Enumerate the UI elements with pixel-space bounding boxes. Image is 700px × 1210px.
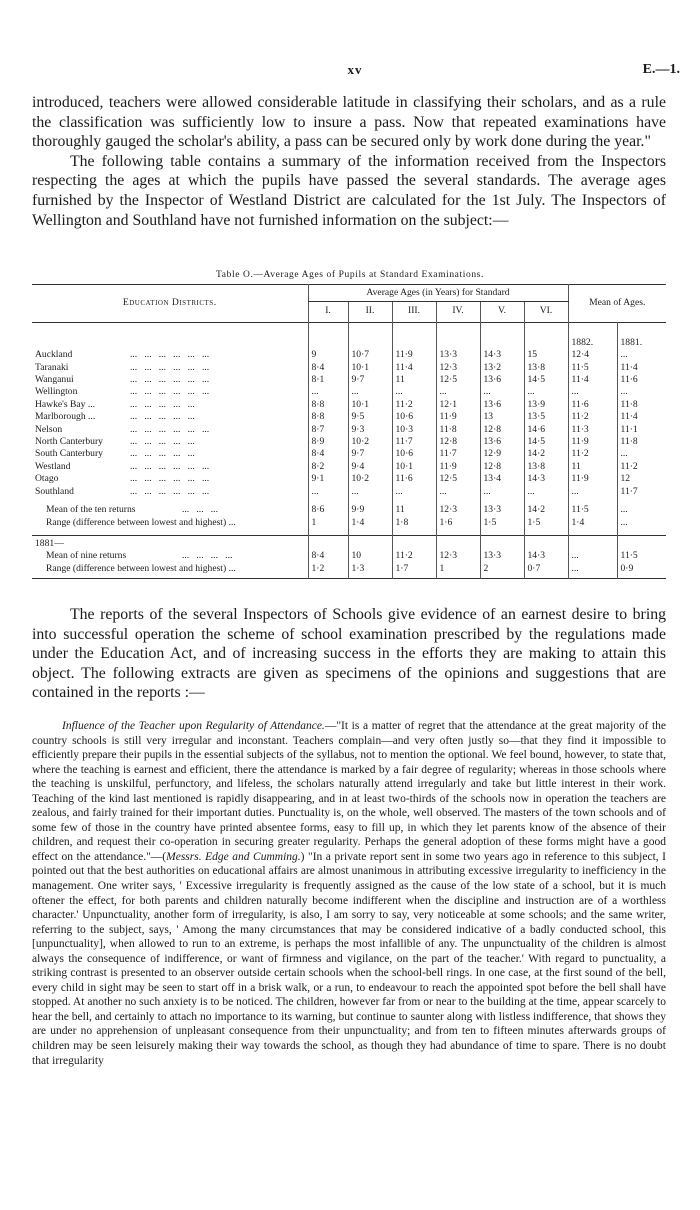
inspector-extract [32, 719, 666, 1068]
value-cell: 13·8 [524, 461, 568, 473]
district-label: Wellington [35, 386, 78, 398]
value-cell: 1·5 [480, 517, 524, 529]
table-row [32, 473, 666, 485]
value-cell: 11·3 [568, 424, 617, 436]
district-name [32, 486, 308, 498]
district-name [32, 349, 308, 361]
value-cell: ... [348, 486, 392, 498]
value-cell: 11·4 [617, 362, 666, 374]
value-cell: 12·8 [436, 436, 480, 448]
value-cell: 13·5 [524, 411, 568, 423]
value-cell: 1·3 [348, 563, 392, 579]
leader-dots: ... ... ... ... ... [130, 436, 195, 448]
range-1881-row [32, 563, 666, 579]
value-cell: ... [617, 448, 666, 460]
value-cell: 2 [480, 563, 524, 579]
header-mean: Mean of Ages. [568, 285, 666, 323]
value-cell: 14·2 [524, 504, 568, 516]
mean-ten-returns-row-text: Mean of the ten returns [46, 504, 136, 516]
district-name [32, 436, 308, 448]
value-cell: 10·1 [348, 399, 392, 411]
district-name [32, 362, 308, 374]
value-cell: 10·2 [348, 473, 392, 485]
value-cell: 11·2 [617, 461, 666, 473]
value-cell: 11·2 [568, 411, 617, 423]
value-cell: 12·4 [568, 349, 617, 361]
value-cell: 9 [308, 349, 348, 361]
value-cell: 11·4 [617, 411, 666, 423]
table-row [32, 349, 666, 361]
value-cell: ... [524, 486, 568, 498]
intro-paragraphs [32, 93, 666, 230]
value-cell: 12·3 [436, 504, 480, 516]
district-label: Marlborough ... [35, 411, 96, 423]
value-cell: 1·2 [308, 563, 348, 579]
value-cell: ... [568, 386, 617, 398]
value-cell: 13·3 [480, 550, 524, 562]
district-label: Auckland [35, 349, 73, 361]
value-cell: 1·6 [436, 517, 480, 529]
district-label: Wanganui [35, 374, 74, 386]
value-cell: 10 [348, 550, 392, 562]
value-cell: 12·5 [436, 473, 480, 485]
district-name [32, 448, 308, 460]
value-cell: 11 [568, 461, 617, 473]
header-standard-5: V. [480, 302, 524, 322]
value-cell: 10·2 [348, 436, 392, 448]
district-name [32, 374, 308, 386]
leader-dots: ... ... ... ... ... [130, 448, 195, 460]
range-1882-row-text: Range (difference between lowest and highest) ... [46, 516, 236, 528]
value-cell: 1·5 [524, 517, 568, 529]
value-cell: ... [617, 349, 666, 361]
value-cell: 13·3 [480, 504, 524, 516]
value-cell: 13·2 [480, 362, 524, 374]
header-standard-1: I. [308, 302, 348, 322]
value-cell: 11·6 [392, 473, 436, 485]
value-cell: 8·6 [308, 504, 348, 516]
value-cell: 14·6 [524, 424, 568, 436]
value-cell: ... [617, 517, 666, 529]
value-cell: 11·7 [392, 436, 436, 448]
district-label: South Canterbury [35, 448, 103, 460]
value-cell: ... [436, 486, 480, 498]
value-cell: ... [480, 386, 524, 398]
value-cell: 9·7 [348, 374, 392, 386]
value-cell: ... [348, 386, 392, 398]
leader-dots: ... ... ... ... ... ... [130, 349, 210, 361]
table-intro-paragraph: The following table contains a summary of the information received from the Inspectors respecting the ages at which the pupils have passed the several standards. The average ages furnished by the Inspector of Westland District are calculated for the 1st July. The Inspectors of Wellington and Southland have not furnished information on the subject:— [32, 152, 666, 229]
district-name [32, 386, 308, 398]
value-cell: ... [392, 386, 436, 398]
district-name [32, 461, 308, 473]
table-title: Table O.—Average Ages of Pupils at Standard Examinations. [216, 270, 484, 280]
value-cell: 11·4 [568, 374, 617, 386]
year-1881-label: 1881— [35, 537, 64, 549]
value-cell: 11·8 [617, 436, 666, 448]
value-cell: 14·5 [524, 374, 568, 386]
table-row [32, 411, 666, 423]
value-cell: 14·3 [524, 550, 568, 562]
district-label: Southland [35, 485, 74, 497]
value-cell: 12·8 [480, 461, 524, 473]
value-cell: ... [568, 563, 617, 579]
average-ages-table [32, 284, 666, 579]
value-cell: 13·6 [480, 399, 524, 411]
value-cell: 12·3 [436, 362, 480, 374]
value-cell: 11·2 [392, 550, 436, 562]
value-cell: 10·6 [392, 448, 436, 460]
value-cell: 14·3 [524, 473, 568, 485]
header-standard-6: VI. [524, 302, 568, 322]
value-cell: ... [617, 504, 666, 516]
value-cell: 0·7 [524, 563, 568, 579]
extract-body-part2: ) "In a private report sent in some two years ago in reference to this subject, I pointed out that the best authorities on educational affairs are almost unanimous in attributing excessive irregularity to inefficiency in the management. One writer says, ' Excessive irregularity is frequently assigned as the cause of the low state of a school, but it is much oftener the effect, for both parents and children naturally become indifferent when the discipline and instruction are of a worthless character.' Unpunctuality, another form of irregularity, is also, I am sorry to say, very noticeable at some schools; and the same writer, referring to the subject, says, ' Among the many circumstances that may be considered indicative of a badly conducted school, this [unpunctuality], when allowed to run to an extreme, is perhaps the most infallible of any. The unpunctuality of the children is almost always the consequence of indifference, or want of firmness and vigilance, on the part of the teacher.' With regard to punctuality, a striking contrast is presented to an observer outside certain schools when the school-bell rings. In one case, at the first sound of the bell, every child in sight may be seen to start off in a brisk walk, or a run, to endeavour to reach the appointed spot before the bell shall have stopped. At another no such anxiety is to be noticed. The children, however far from or near to the building at the time, appear scarcely to hear the bell, and certainly to attach no importance to its warning, but continue to saunter along with listless indifference, that shows they are under no apprehension of unpleasant consequence from their unpunctuality; and from ten to fifteen minutes afterwards groups of children may be seen leisurely making their way towards the school, as though they had abundance of time to spare. There is no doubt that irregularity [32, 850, 666, 1067]
value-cell: 11·5 [568, 504, 617, 516]
value-cell: 1·4 [348, 517, 392, 529]
district-label: Taranaki [35, 361, 69, 373]
district-label: North Canterbury [35, 436, 103, 448]
value-cell: 11·9 [568, 473, 617, 485]
district-label: Westland [35, 460, 71, 472]
value-cell: 10·3 [392, 424, 436, 436]
value-cell: 1 [436, 563, 480, 579]
value-cell: 1·4 [568, 517, 617, 529]
value-cell: 9·4 [348, 461, 392, 473]
value-cell: ... [308, 486, 348, 498]
range-1881-row-label [32, 563, 308, 579]
leader-dots: ... ... ... ... ... ... [130, 423, 210, 435]
year-1881-header: 1881. [617, 322, 666, 349]
value-cell: 11·8 [436, 424, 480, 436]
range-1881-row-text: Range (difference between lowest and highest) ... [46, 562, 236, 574]
value-cell: 11 [392, 374, 436, 386]
district-label: Otago [35, 473, 59, 485]
value-cell: 14·3 [480, 349, 524, 361]
value-cell: 10·1 [348, 362, 392, 374]
value-cell: 12·8 [480, 424, 524, 436]
range-1882-row-label [32, 517, 308, 529]
value-cell: 13·6 [480, 374, 524, 386]
value-cell: 8·8 [308, 411, 348, 423]
table-row [32, 486, 666, 498]
value-cell: ... [524, 386, 568, 398]
value-cell: 1·8 [392, 517, 436, 529]
leader-dots: ... ... ... ... ... ... [130, 460, 210, 472]
value-cell: ... [617, 386, 666, 398]
value-cell: ... [568, 550, 617, 562]
value-cell: 8·4 [308, 550, 348, 562]
range-1882-row [32, 517, 666, 529]
value-cell: 12·9 [480, 448, 524, 460]
value-cell: 12·1 [436, 399, 480, 411]
value-cell: 8·4 [308, 448, 348, 460]
leader-dots: ... ... ... [182, 504, 218, 516]
leader-dots: ... ... ... ... ... ... [130, 485, 210, 497]
leader-dots: ... ... ... ... ... ... [130, 386, 210, 398]
value-cell: 13·9 [524, 399, 568, 411]
table-row [32, 386, 666, 398]
value-cell: 14·2 [524, 448, 568, 460]
value-cell: 11·9 [392, 349, 436, 361]
value-cell: ... [480, 486, 524, 498]
value-cell: 10·6 [392, 411, 436, 423]
value-cell: 1·7 [392, 563, 436, 579]
value-cell: 9·3 [348, 424, 392, 436]
value-cell: 9·7 [348, 448, 392, 460]
value-cell: ... [568, 486, 617, 498]
header-districts: Education Districts. [122, 297, 217, 309]
table-row [32, 436, 666, 448]
header-standard-4: IV. [436, 302, 480, 322]
leader-dots: ... ... ... ... [182, 550, 233, 562]
value-cell: ... [436, 386, 480, 398]
leader-dots: ... ... ... ... ... ... [130, 473, 210, 485]
value-cell: 12 [617, 473, 666, 485]
value-cell: 14·5 [524, 436, 568, 448]
value-cell: 12·3 [436, 550, 480, 562]
header-standard-3: III. [392, 302, 436, 322]
value-cell: 11·7 [617, 486, 666, 498]
value-cell: 9·1 [308, 473, 348, 485]
value-cell: 12·5 [436, 374, 480, 386]
table-row [32, 362, 666, 374]
value-cell: 8·4 [308, 362, 348, 374]
value-cell: 15 [524, 349, 568, 361]
district-name [32, 473, 308, 485]
value-cell: ... [308, 386, 348, 398]
value-cell: 8·7 [308, 424, 348, 436]
table-row [32, 448, 666, 460]
intro-continuation: introduced, teachers were allowed considerable latitude in classifying their scholars, and as a rule the classification was sufficiently low to insure a pass. Now that repeated examinations have thoroughly gauged the scholar's ability, a pass can be secured only by work done during the year." [32, 94, 666, 151]
value-cell: 11·9 [436, 461, 480, 473]
value-cell: 8·1 [308, 374, 348, 386]
mean-nine-returns-row [32, 550, 666, 562]
value-cell: 11·5 [617, 550, 666, 562]
header-standard-group: Average Ages (in Years) for Standard [308, 285, 568, 302]
value-cell: 13·8 [524, 362, 568, 374]
extract-heading: Influence of the Teacher upon Regularity of Attendance. [62, 720, 325, 732]
value-cell: ... [392, 486, 436, 498]
district-name [32, 399, 308, 411]
year-1882-header: 1882. [568, 322, 617, 349]
value-cell: 13·4 [480, 473, 524, 485]
value-cell: 11·5 [568, 362, 617, 374]
value-cell: 13·6 [480, 436, 524, 448]
value-cell: 11·2 [568, 448, 617, 460]
value-cell: 1 [308, 517, 348, 529]
value-cell: 11·6 [568, 399, 617, 411]
value-cell: 9·5 [348, 411, 392, 423]
mean-nine-returns-row-label [32, 550, 308, 562]
value-cell: 8·2 [308, 461, 348, 473]
value-cell: 11 [392, 504, 436, 516]
district-name [32, 411, 308, 423]
value-cell: 13·3 [436, 349, 480, 361]
extract-authors: Messrs. Edge and Cumming. [166, 850, 301, 863]
value-cell: 10·1 [392, 461, 436, 473]
value-cell: 11·4 [392, 362, 436, 374]
value-cell: 11·9 [568, 436, 617, 448]
header-standard-2: II. [348, 302, 392, 322]
value-cell: 8·9 [308, 436, 348, 448]
district-name [32, 424, 308, 436]
mean-ten-returns-row [32, 504, 666, 516]
value-cell: 8·8 [308, 399, 348, 411]
page-number: xv [347, 62, 363, 77]
value-cell: 11·8 [617, 399, 666, 411]
value-cell: 13 [480, 411, 524, 423]
leader-dots: ... ... ... ... ... [130, 411, 195, 423]
value-cell: 11·7 [436, 448, 480, 460]
reports-paragraph: The reports of the several Inspectors of Schools give evidence of an earnest desire to bring into successful operation the scheme of school examination prescribed by the regulations made under the Education Act, and of increasing success in the efforts they are making to attain this object. The following extracts are given as specimens of the opinions and suggestions that are contained in the reports :— [32, 606, 666, 702]
leader-dots: ... ... ... ... ... ... [130, 374, 210, 386]
value-cell: 11·2 [392, 399, 436, 411]
extract-body-part1: —"It is a matter of regret that the attendance at the great majority of the country schools is still very irregular and inconstant. Teachers complain—and very often justly so—that they find it impossible to efficiently prepare their pupils in the essential subjects of the syllabus, not to mention the optional. We feel bound, however, to state that, where the teaching is earnest and efficient, there the attendance is marked by a fair degree of regularity; whereas in those schools where the teaching is unskilful, perfunctory, and lifeless, the scholars naturally attend irregularly and take but little interest in their work. Teaching of the kind last mentioned is rapidly disappearing, and in at least two-thirds of the schools now in operation the teachers are zealous, and fairly trained for their important duties. Punctuality is, on the whole, well observed. The masters of the town schools and of some few of those in the country have printed absentee forms, easy to fill up, in which they let parents know of the absence of their children, and request their co-operation in securing greater regularity. Perhaps the general adoption of these forms might have a good effect on the attendance."—( [32, 720, 666, 863]
table-row [32, 399, 666, 411]
mean-nine-returns-row-text: Mean of nine returns [46, 550, 127, 562]
value-cell: 11·9 [436, 411, 480, 423]
mean-ten-returns-row-label [32, 504, 308, 516]
page-header [30, 62, 680, 82]
district-label: Nelson [35, 423, 63, 435]
value-cell: 0·9 [617, 563, 666, 579]
table-row [32, 461, 666, 473]
document-reference: E.—1. [642, 62, 680, 77]
table-row [32, 374, 666, 386]
leader-dots: ... ... ... ... ... [130, 398, 195, 410]
value-cell: 11·6 [617, 374, 666, 386]
value-cell: 10·7 [348, 349, 392, 361]
table-row [32, 424, 666, 436]
leader-dots: ... ... ... ... ... ... [130, 361, 210, 373]
district-label: Hawke's Bay ... [35, 398, 96, 410]
value-cell: 9·9 [348, 504, 392, 516]
value-cell: 11·1 [617, 424, 666, 436]
